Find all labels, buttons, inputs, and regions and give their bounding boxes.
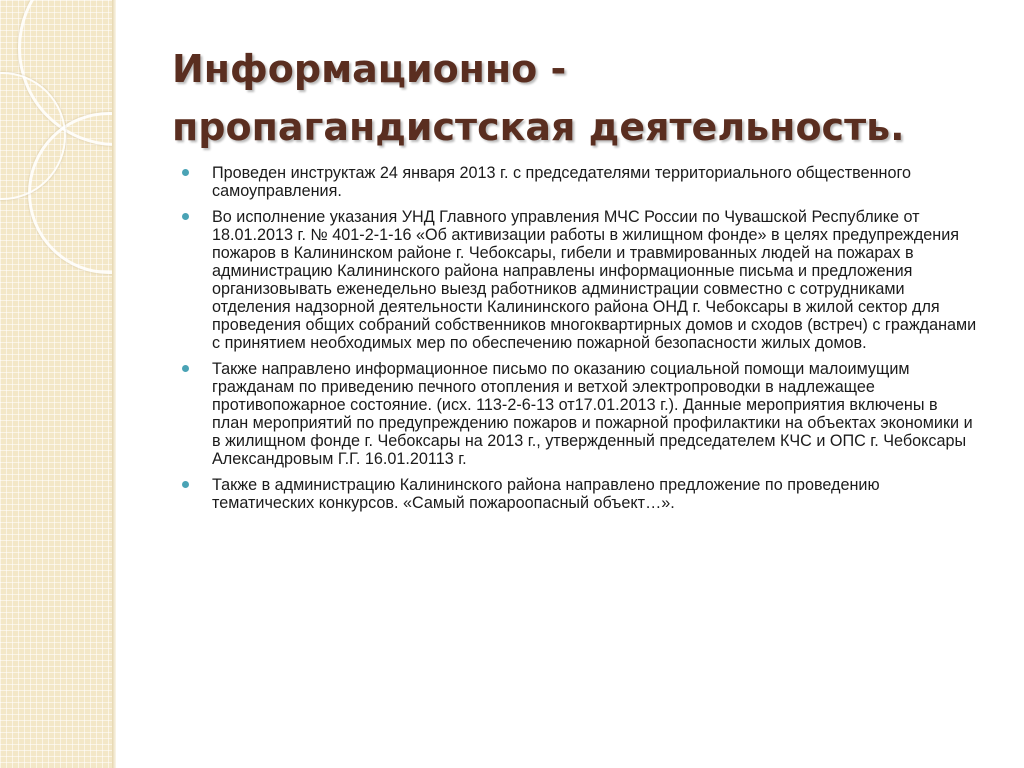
bullet-dot-icon bbox=[182, 481, 189, 488]
bullet-item bbox=[178, 360, 978, 468]
bullet-list bbox=[178, 164, 978, 520]
bullet-text: Также направлено информационное письмо по оказанию социальной помощи малоимущим гражданам по приведению печного отопления и ветхой электропроводки в надлежащее противопожарное состояние. (исх. 113-2-6-13 от17.01.2013 г.). Данные мероприятия включены в план мероприятий по предупреждению пожаров и пожарной профилактики на объектах экономики и в жилищном фонде г. Чебоксары на 2013 г., утвержденный председателем КЧС и ОПС г. Чебоксары Александровым Г.Г. 16.01.20113 г. bbox=[212, 360, 973, 468]
band-edge-divider bbox=[112, 0, 116, 768]
decorative-side-band bbox=[0, 0, 112, 768]
slide-title: Информационно - пропагандистская деятельность. bbox=[172, 47, 905, 149]
bullet-item bbox=[178, 208, 978, 352]
bullet-text: Также в администрацию Калининского района направлено предложение по проведению тематических конкурсов. «Самый пожароопасный объект…». bbox=[212, 476, 880, 512]
bullet-dot-icon bbox=[182, 213, 189, 220]
bullet-text: Проведен инструктаж 24 января 2013 г. с председателями территориального общественного самоуправления. bbox=[212, 164, 912, 200]
bullet-dot-icon bbox=[182, 169, 189, 176]
bullet-dot-icon bbox=[182, 365, 189, 372]
bullet-text: Во исполнение указания УНД Главного управления МЧС России по Чувашской Республике от 18.01.2013 г. № 401-2-1-16 «Об активизации работы в жилищном фонде» в целях предупреждения пожаров в Калининском районе г. Чебоксары, гибели и травмированных людей на пожарах в администрацию Калининского района направлены информационные письма и предложения организовывать еженедельно выезд работников администрации совместно с сотрудниками отделения надзорной деятельности Калининского района ОНД г. Чебоксары в жилой сектор для проведения общих собраний собственников многоквартирных домов и сходов (встреч) с гражданами с принятием необходимых мер по обеспечению пожарной безопасности жилых домов. bbox=[212, 208, 977, 352]
bullet-item bbox=[178, 164, 978, 200]
bullet-item bbox=[178, 476, 978, 512]
